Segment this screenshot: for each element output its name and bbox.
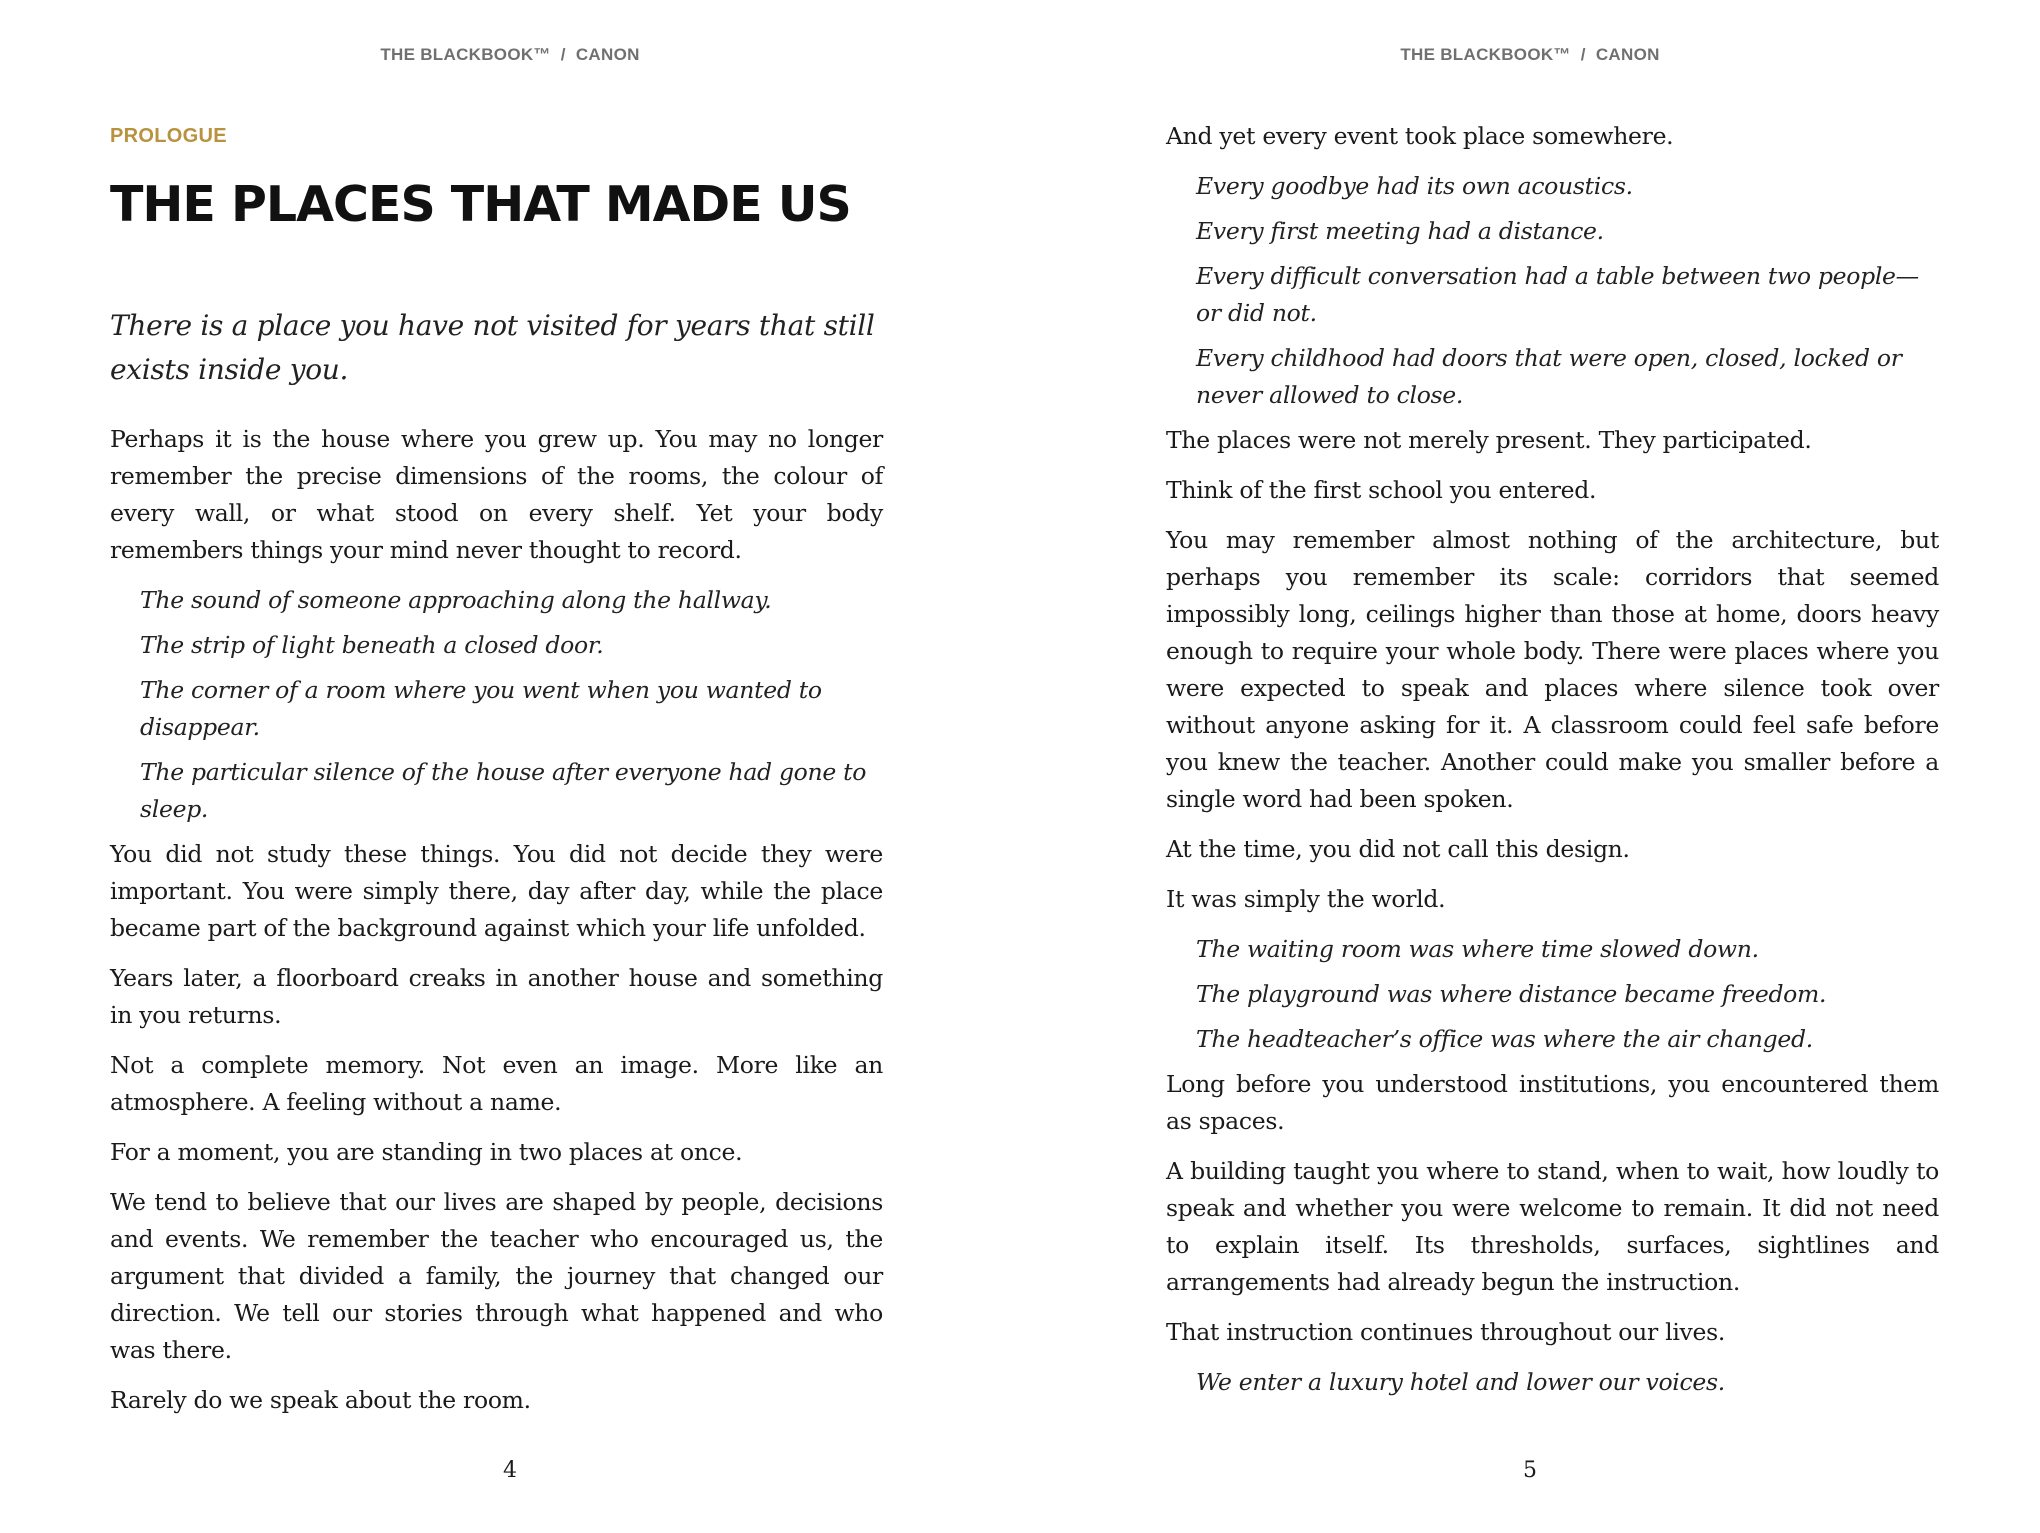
paragraph: At the time, you did not call this design. xyxy=(1166,835,1630,863)
paragraph: For a moment, you are standing in two places at once. xyxy=(110,1138,743,1166)
page-content xyxy=(1166,118,1939,1409)
paragraph: We tend to believe that our lives are shaped by people, decisions and events. We remember the teacher who encouraged us, the argument that divided a family, the journey that changed our direction. We tell our stories through what happened and who was there. xyxy=(110,1188,883,1364)
paragraph: Years later, a floorboard creaks in another house and something in you returns. xyxy=(110,964,883,1029)
running-head: THE BLACKBOOK™ / CANON xyxy=(1400,45,1660,64)
paragraph: Not a complete memory. Not even an image. More like an atmosphere. A feeling without a name. xyxy=(110,1051,883,1116)
italic-line: The particular silence of the house after everyone had gone to sleep. xyxy=(140,758,867,823)
paragraph: The places were not merely present. They participated. xyxy=(1166,426,1812,454)
chapter-title: THE PLACES THAT MADE US xyxy=(110,176,851,233)
page-number: 5 xyxy=(1523,1458,1537,1483)
chapter-kicker: PROLOGUE xyxy=(110,125,227,147)
italic-line: The headteacher’s office was where the air changed. xyxy=(1196,1025,1813,1053)
italic-line: Every difficult conversation had a table between two people—or did not. xyxy=(1196,262,1919,327)
paragraph: It was simply the world. xyxy=(1166,885,1446,913)
paragraph: And yet every event took place somewhere. xyxy=(1166,122,1674,150)
epigraph: There is a place you have not visited for years that still exists inside you. xyxy=(110,309,875,386)
italic-line: The waiting room was where time slowed down. xyxy=(1196,935,1759,963)
paragraph: Rarely do we speak about the room. xyxy=(110,1386,531,1414)
paragraph: You did not study these things. You did not decide they were important. You were simply there, day after day, while the place became part of the background against which your life unfolded. xyxy=(110,840,883,942)
running-head: THE BLACKBOOK™ / CANON xyxy=(380,45,640,64)
page-number: 4 xyxy=(503,1458,517,1483)
italic-line: Every childhood had doors that were open, closed, locked or never allowed to close. xyxy=(1196,344,1902,409)
paragraph: A building taught you where to stand, when to wait, how loudly to speak and whether you were welcome to remain. It did not need to explain itself. Its thresholds, surfaces, sightlines and arrangements had already begun the instruction. xyxy=(1166,1157,1939,1296)
italic-line: Every goodbye had its own acoustics. xyxy=(1196,172,1633,200)
italic-line: We enter a luxury hotel and lower our voices. xyxy=(1196,1368,1725,1396)
italic-line: The playground was where distance became freedom. xyxy=(1196,980,1827,1008)
italic-line: The strip of light beneath a closed door. xyxy=(140,631,604,659)
paragraph: Perhaps it is the house where you grew up. You may no longer remember the precise dimensions of the rooms, the colour of every wall, or what stood on every shelf. Yet your body remembers things your mind never thought to record. xyxy=(110,425,883,564)
paragraph: Long before you understood institutions, you encountered them as spaces. xyxy=(1166,1070,1939,1135)
right-page xyxy=(1020,0,2040,1533)
page-content xyxy=(110,118,883,1432)
paragraph: You may remember almost nothing of the architecture, but perhaps you remember its scale: corridors that seemed impossibly long, ceilings higher than those at home, doors heavy enough to require your whole body. There were places where you were expected to speak and places where silence took over without anyone asking for it. A classroom could feel safe before you knew the teacher. Another could make you smaller before a single word had been spoken. xyxy=(1166,526,1939,813)
italic-line: The sound of someone approaching along the hallway. xyxy=(140,586,772,614)
paragraph: Think of the first school you entered. xyxy=(1166,476,1597,504)
paragraph: That instruction continues throughout our lives. xyxy=(1166,1318,1726,1346)
italic-line: Every first meeting had a distance. xyxy=(1196,217,1604,245)
italic-line: The corner of a room where you went when you wanted to disappear. xyxy=(140,676,822,741)
